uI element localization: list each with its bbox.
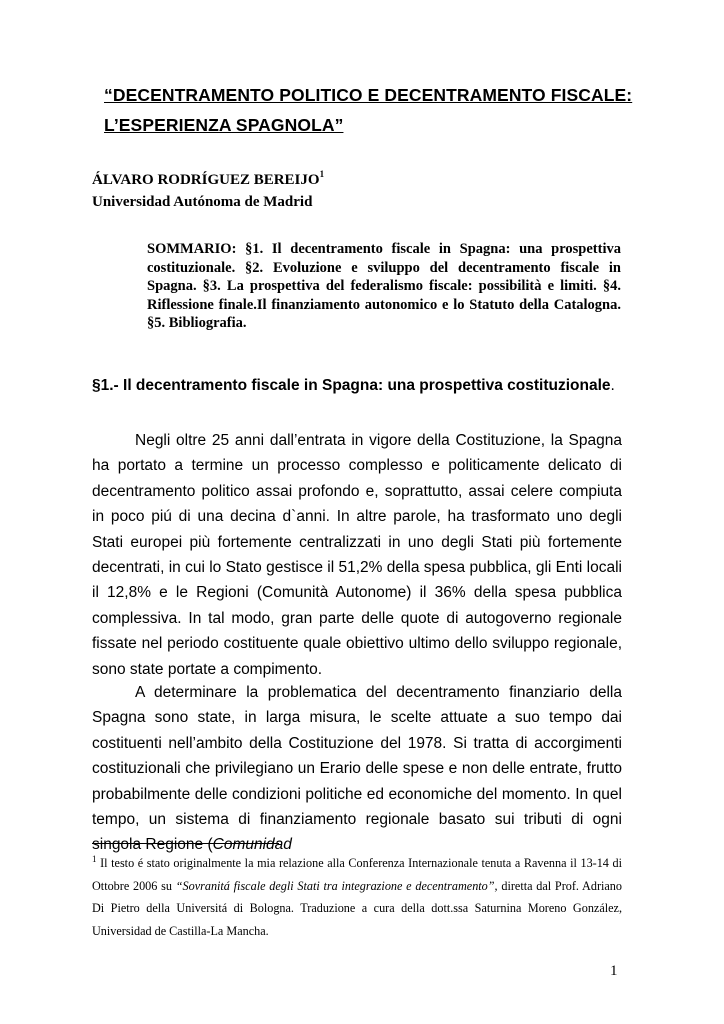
footnote-text-before: Il testo é stato originalmente la mia relazione alla Conferenza Internazionale tenuta a Ravenna il 13-14 di Ottobre 2006 su — [92, 856, 622, 893]
body-paragraph-1 — [92, 428, 622, 682]
body-paragraph-2 — [92, 680, 622, 858]
paper-title-line-2: L’ESPERIENZA SPAGNOLA” — [104, 115, 344, 135]
section-1-heading-period: . — [610, 377, 615, 394]
author-affiliation: Universidad Autónoma de Madrid — [92, 194, 313, 210]
summary-block: SOMMARIO: §1. Il decentramento fiscale in Spagna: una prospettiva costituzionale. §2. Evoluzione e sviluppo del decentramento fiscale in Spagna. §3. La prospettiva del federalismo fiscale: possibilità e limiti. §4. Riflessione finale.Il finanziamento autonomico e lo Statuto della Catalogna. §5. Bibliografia. — [147, 241, 621, 331]
footnote-mark: 1 — [92, 854, 97, 864]
author-name-text: ÁLVARO RODRÍGUEZ BEREIJO — [92, 172, 320, 188]
footnote-text-after: diretta dal Prof. Adriano Di Pietro della Universitá di Bologna. Traduzione a cura della dott.ssa Saturnina Moreno González, Universidad de Castilla-La Mancha. — [92, 878, 622, 938]
body-paragraph-1-text: Negli oltre 25 anni dall’entrata in vigore della Costituzione, la Spagna ha portato a termine un processo complesso e politicamente delicato di decentramento politico assai profondo e, soprattutto, assai celere compiuta in poco piú di una decina d`anni. In altre parole, ha trasformato uno degli Stati europei più fortemente centralizzati in uno degli Stati più fortemente decentrati, in cui lo Stato gestisce il 51,2% della spesa pubblica, gli Enti locali il 12,8% e le Regioni (Comunità Autonome) il 36% della spesa pubblica complessiva. In tal modo, gran parte delle quote di autogoverno regionale fissate nel periodo costituente quale obiettivo ultimo dello sviluppo regionale, sono state portate a compimento. — [92, 432, 622, 678]
footnote-italic-title: “Sovranitá fiscale degli Stati tra integrazione e decentramento”, — [175, 878, 498, 893]
body-paragraph-2-italic: Comunidad — [212, 836, 292, 854]
author-footnote-mark: 1 — [319, 169, 325, 179]
paper-title-line-1: “DECENTRAMENTO POLITICO E DECENTRAMENTO FISCALE: — [104, 85, 633, 105]
section-1-heading-text: §1.- Il decentramento fiscale in Spagna: una prospettiva costituzionale — [92, 377, 611, 394]
footnote-separator — [92, 843, 279, 844]
footnote-1 — [92, 848, 622, 942]
section-1-heading — [92, 377, 615, 395]
author-name — [92, 170, 324, 189]
body-paragraph-2-text: A determinare la problematica del decentramento finanziario della Spagna sono state, in larga misura, le scelte attuate a suo tempo dai costituenti nell’ambito della Costituzione del 1978. Si tratta di accorgimenti costituzionali che privilegiano un Erario delle spese e non delle entrate, frutto probabilmente delle condizioni politiche ed economiche del momento. In quel tempo, un sistema di finanziamento regionale basato sui tributi di ogni singola Regione ( — [92, 684, 622, 854]
page-number: 1 — [610, 963, 618, 979]
